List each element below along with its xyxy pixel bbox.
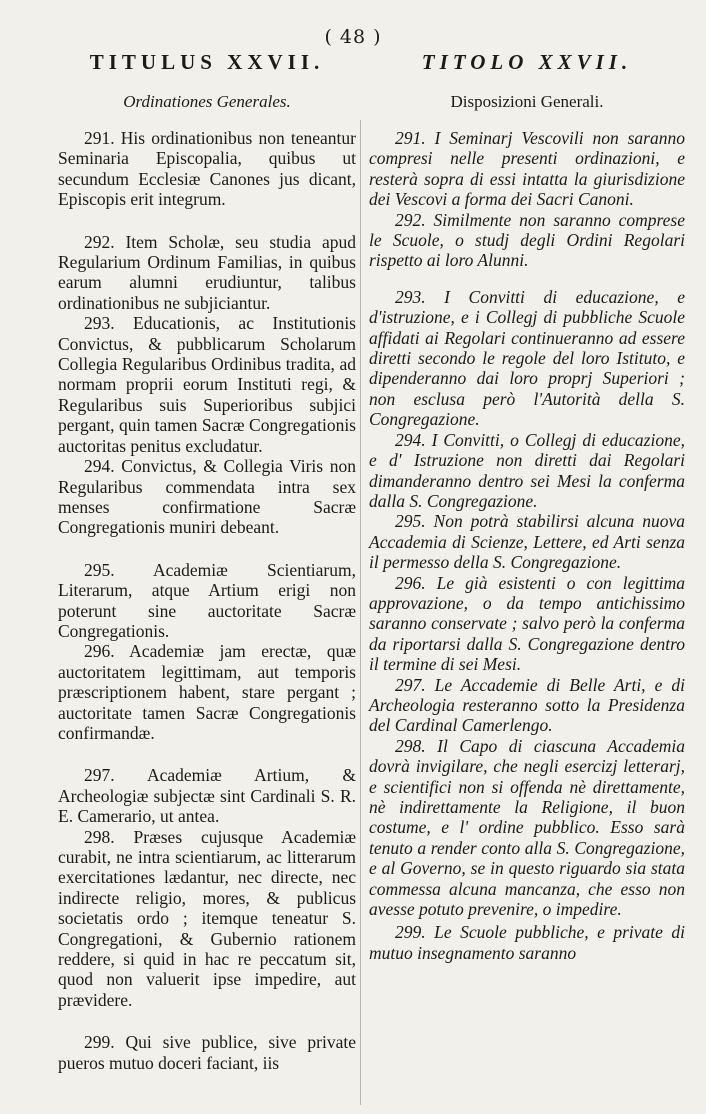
italian-column xyxy=(369,50,685,963)
column-divider xyxy=(360,120,361,1105)
latin-paragraphs xyxy=(58,128,356,1073)
latin-para-296: 296. Academiæ jam erectæ, quæ auctoritatem legittimam, aut temporis præscriptionem habent, stare pergant ; auctoritate tamen Sacræ Congregationis confirmandæ. xyxy=(58,641,356,743)
italian-para-299: 299. Le Scuole pubbliche, e private di mutuo insegnamento saranno xyxy=(369,922,685,963)
italian-para-294: 294. I Convitti, o Collegj di educazione, e d' Istruzione non diretti dai Regolari dimanderanno dentro sei Mesi la conferma dalla S. Congregazione. xyxy=(369,429,685,511)
page-number: ( 48 ) xyxy=(324,26,382,48)
latin-para-294: 294. Convictus, & Collegia Viris non Regularibus commendata intra sex menses confirmatione Sacræ Congregationis muniri debeant. xyxy=(58,456,356,538)
latin-subtitle: Ordinationes Generales. xyxy=(123,92,291,111)
italian-para-292: 292. Similmente non saranno comprese le Scuole, o studj degli Ordini Regolari rispetto ai loro Alunni. xyxy=(369,209,685,271)
latin-column xyxy=(58,50,356,1073)
latin-para-298: 298. Præses cujusque Academiæ curabit, ne intra scientiarum, ac litterarum exercitationes lædantur, nec directe, nec indirecte religio, mores, & publicus societatis ordo ; itemque teneatur S. Congregationi, & Gubernio rationem reddere, si quid in hac re peccatum sit, quod non valuerit ipse impedire, aut prævidere. xyxy=(58,826,356,1010)
italian-para-293: 293. I Convitti di educazione, e d'istruzione, e i Collegj di pubbliche Scuole affidati ai Regolari continueranno ad essere diretti secondo le regole del loro Istituto, e dipenderanno dai loro proprj Superiori ; non esclusa però l'Autorità della S. Congregazione. xyxy=(369,286,685,430)
italian-paragraphs xyxy=(369,128,685,963)
italian-para-291: 291. I Seminarj Vescovili non saranno compresi nelle presenti ordinazioni, e resterà sopra di essi intatta la giurisdizione dei Vescovi a forma dei Sacri Canoni. xyxy=(369,128,685,210)
italian-para-298: 298. Il Capo di ciascuna Accademia dovrà invigilare, che negli esercizj letterarj, e scientifici non si offenda nè direttamente, nè indirettamente la Religione, il buon costume, e l' ordine pubblico. Esso sarà tenuto a render conto alla S. Congregazione, e al Governo, se in questo riguardo sia stata commessa alcuna mancanza, che esso non avesse potuto prevenire, o impedire. xyxy=(369,735,685,920)
latin-para-297: 297. Academiæ Artium, & Archeologiæ subjectæ sint Cardinali S. R. E. Camerario, ut antea. xyxy=(58,765,356,827)
latin-para-293: 293. Educationis, ac Institutionis Convictus, & pubblicarum Scholarum Collegia Regularibus Ordinibus tradita, ad normam proprii eorum Instituti regi, & Regularibus suis Superioribus subjici pergant, quin tamen Sacræ Congregationis auctoritas penitus excludatur. xyxy=(58,313,356,456)
italian-para-297: 297. Le Accademie di Belle Arti, e di Archeologia resteranno sotto la Presidenza del Cardinal Camerlengo. xyxy=(369,674,685,736)
latin-para-292: 292. Item Scholæ, seu studia apud Regularium Ordinum Familias, in quibus earum alumni erudiuntur, talibus ordinationibus ne subjiciantur. xyxy=(58,231,356,313)
latin-para-299: 299. Qui sive publice, sive private pueros mutuo doceri faciant, iis xyxy=(58,1032,356,1073)
latin-title: TITULUS XXVII. xyxy=(89,50,325,74)
latin-para-291: 291. His ordinationibus non teneantur Seminaria Episcopalia, quibus ut secundum Ecclesiæ Canones jus dicant, Episcopis erit integrum. xyxy=(58,128,356,210)
italian-para-296: 296. Le già esistenti o con legittima approvazione, o da tempo antichissimo saranno conservate ; salvo però la conferma da riportarsi dalla S. Congregazione dentro il termine di sei Mesi. xyxy=(369,572,685,675)
italian-subtitle: Disposizioni Generali. xyxy=(450,92,604,111)
italian-para-295: 295. Non potrà stabilirsi alcuna nuova Accademia di Scienze, Lettere, ed Arti senza il permesso della S. Congregazione. xyxy=(369,511,685,573)
latin-para-295: 295. Academiæ Scientiarum, Literarum, atque Artium erigi non poterunt sine auctoritate Sacræ Congregationis. xyxy=(58,559,356,641)
italian-title: TITOLO XXVII. xyxy=(421,50,633,74)
